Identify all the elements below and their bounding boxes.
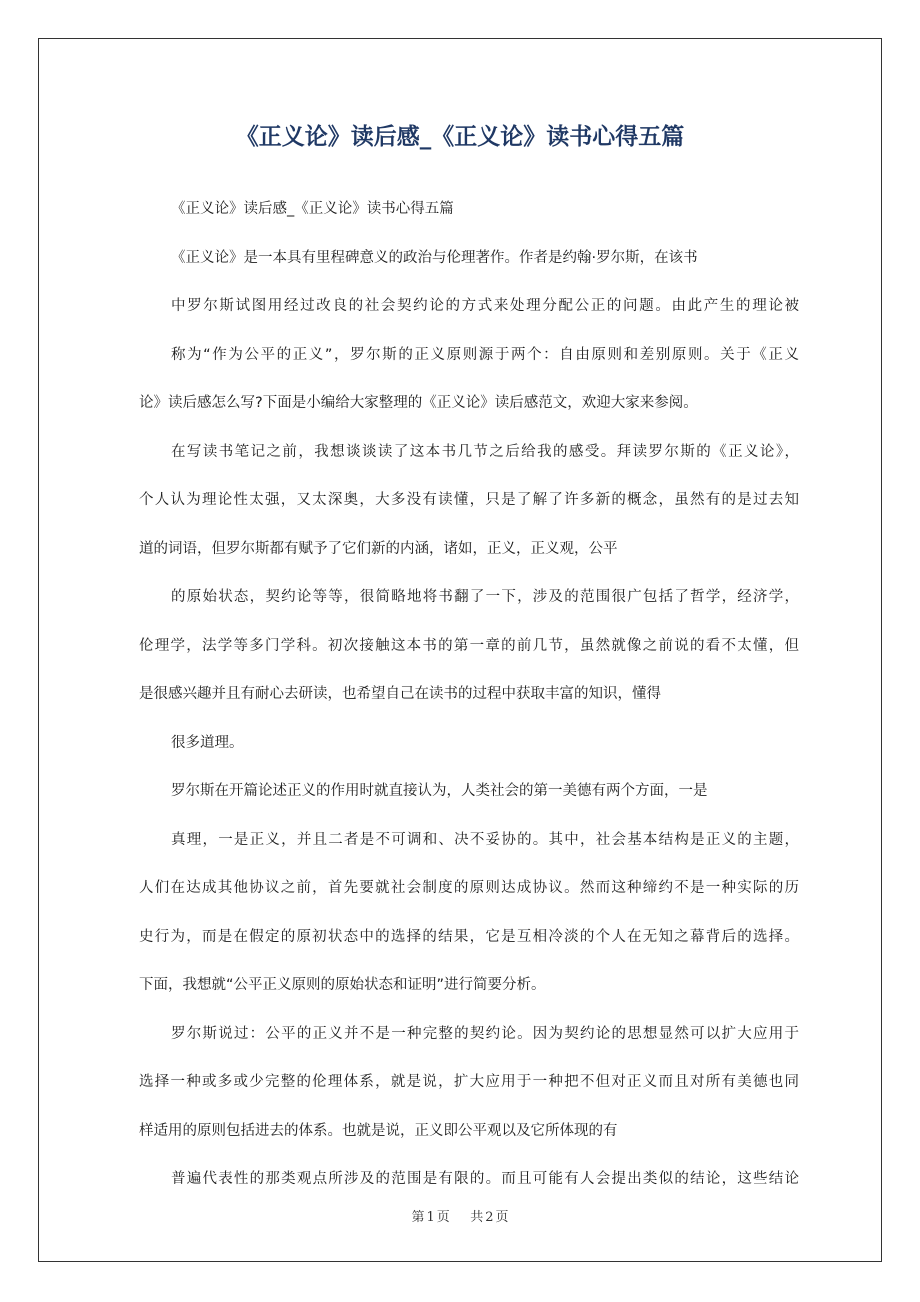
body-line: 个人认为理论性太强，又太深奥，大多没有读懂，只是了解了许多新的概念，虽然有的是过去知 [139, 492, 799, 508]
body-line: 论》读后感怎么写?下面是小编给大家整理的《正义论》读后感范文，欢迎大家来参阅。 [139, 395, 698, 411]
body-line: 人们在达成其他协议之前，首先要就社会制度的原则达成协议。然而这种缔约不是一种实际的历 [139, 880, 799, 896]
body-line: 《正义论》是一本具有里程碑意义的政治与伦理著作。作者是约翰·罗尔斯，在该书 [171, 249, 698, 266]
body-line: 的原始状态，契约论等等，很简略地将书翻了一下，涉及的范围很广包括了哲学，经济学， [171, 589, 799, 605]
page-footer [0, 1206, 920, 1225]
body-line: 称为“作为公平的正义”，罗尔斯的正义原则源于两个：自由原则和差别原则。关于《正义 [171, 346, 799, 363]
body-line: 伦理学，法学等多门学科。初次接触这本书的第一章的前几节，虽然就像之前说的看不太懂，但 [139, 637, 799, 654]
page-suffix: 页 [436, 1210, 450, 1225]
total-prefix: 共 [470, 1210, 484, 1225]
body-line: 样适用的原则包括进去的体系。也就是说，正义即公平观以及它所体现的有 [139, 1122, 618, 1139]
body-line: 在写读书笔记之前，我想谈谈读了这本书几节之后给我的感受。拜读罗尔斯的《正义论》， [171, 443, 799, 460]
body-line: 道的词语，但罗尔斯都有赋予了它们新的内涵，诸如，正义，正义观，公平 [139, 540, 618, 557]
document-title: 《正义论》读后感_《正义论》读书心得五篇 [235, 124, 685, 150]
body-line: 是很感兴趣并且有耐心去研读，也希望自己在读书的过程中获取丰富的知识，懂得 [139, 686, 661, 702]
body-line: 普遍代表性的那类观点所涉及的范围是有限的。而且可能有人会提出类似的结论，这些结论 [171, 1171, 799, 1187]
body-line: 罗尔斯说过：公平的正义并不是一种完整的契约论。因为契约论的思想显然可以扩大应用于 [171, 1025, 799, 1042]
body-line: 罗尔斯在开篇论述正义的作用时就直接认为，人类社会的第一美德有两个方面，一是 [171, 783, 708, 799]
body-line: 中罗尔斯试图用经过改良的社会契约论的方式来处理分配公正的问题。由此产生的理论被 [171, 298, 799, 314]
body-line: 下面，我想就“公平正义原则的原始状态和证明”进行简要分析。 [139, 977, 546, 993]
body-line: 选择一种或多或少完整的伦理体系，就是说，扩大应用于一种把不但对正义而且对所有美德也同 [139, 1074, 799, 1090]
body-line: 很多道理。 [171, 734, 244, 751]
total-pages: 2 [485, 1210, 494, 1225]
page-number: 1 [426, 1210, 435, 1225]
body-line: 《正义论》读后感_《正义论》读书心得五篇 [171, 201, 454, 217]
document-body [139, 193, 799, 1212]
body-line: 真理，一是正义，并且二者是不可调和、决不妥协的。其中，社会基本结构是正义的主题， [171, 831, 799, 848]
body-line: 史行为，而是在假定的原初状态中的选择的结果，它是互相冷淡的个人在无知之幕背后的选择。 [139, 928, 799, 945]
page-prefix: 第 [411, 1210, 425, 1225]
total-suffix: 页 [495, 1210, 509, 1225]
